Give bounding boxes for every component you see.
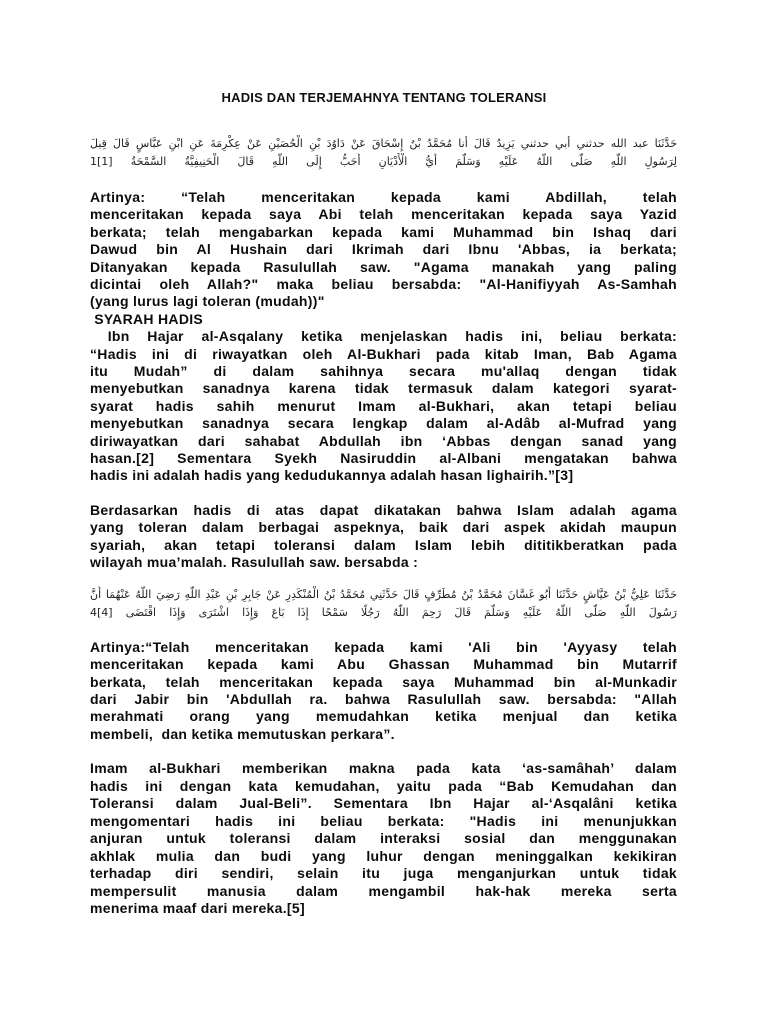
paragraph-1-line: diriwayatkan dari sahabat Abdullah ibn ‘Abbas dengan sanad yang bbox=[90, 432, 677, 449]
paragraph-1-line: menceritakan kepada saya Abi telah menceritakan kepada saya Yazid bbox=[90, 206, 677, 223]
paragraph-4-line: Imam al-Bukhari memberikan makna pada kata ‘as-samâhah’ dalam bbox=[90, 760, 677, 776]
paragraph-1-line: “Hadis ini di riwayatkan oleh Al-Bukhari pada kitab Iman, Bab Agama bbox=[90, 345, 677, 362]
paragraph-4-line: hadis ini dengan kata kemudahan, yaitu pada “Bab Kemudahan dan bbox=[90, 777, 677, 794]
paragraph-1-line: itu Mudah” di dalam sahihnya secara mu'allaq dengan tidak bbox=[90, 363, 677, 379]
paragraph-1-line: Dawud bin Al Hushain dari Ikrimah dari Ibnu 'Abbas, ia berkata; bbox=[90, 241, 677, 258]
paragraph-1-line: Ibn Hajar al-Asqalany ketika menjelaskan hadis ini, beliau berkata: bbox=[90, 328, 677, 345]
paragraph-4-line: mengomentari hadis ini beliau berkata: "Hadis ini menunjukkan bbox=[90, 812, 677, 829]
paragraph-3-line: Artinya:“Telah menceritakan kepada kami 'Ali bin 'Ayyasy telah bbox=[90, 639, 677, 655]
paragraph-3-line: menceritakan kepada kami Abu Ghassan Muhammad bin Mutarrif bbox=[90, 656, 677, 673]
paragraph-4-line: menerima maaf dari mereka.[5] bbox=[90, 900, 305, 916]
paragraph-3-line: membeli, dan ketika memutuskan perkara”. bbox=[90, 725, 395, 742]
paragraph-2-line: syariah, akan tetapi toleransi dalam Islam lebih dititikberatkan pada bbox=[90, 536, 677, 553]
paragraph-1-line: hasan.[2] Sementara Syekh Nasiruddin al-Albani mengatakan bahwa bbox=[90, 450, 677, 466]
section-heading-syarah-hadis: SYARAH HADIS bbox=[90, 310, 204, 327]
paragraph-1-line: Artinya: “Telah menceritakan kepada kami Abdillah, telah bbox=[90, 189, 677, 205]
arabic-hadith-line: حَدَّثَنَا عَلِيُّ بْنُ عَيَّاشٍ حَدَّثَنَا أَبُو غَسَّانَ مُحَمَّدُ بْنُ مُطَرِّفٍ قَالَ حَدَّثَنِي مُحَمَّدُ بْنُ الْمُنْكَدِرِ عَنْ جَابِرِ بْنِ عَبْدِ اللَّهِ رَضِيَ اللَّهُ عَنْهُمَا أَنَّ bbox=[90, 588, 677, 601]
paragraph-1-line: syarat hadis sahih menurut Imam al-Bukhari, akan tetapi beliau bbox=[90, 397, 677, 414]
arabic-hadith-line: حَدَّثَنَا عبد الله حدثني أبي حدثني يَزِيدُ قَالَ أنا مُحَمَّدُ بْنُ إِسْحَاقَ عَنْ دَاوُدَ بْنِ الْحُصَيْنِ عَنْ عِكْرِمَةَ عَنِ ابْنِ عَبَّاسٍ قَالَ قِيلَ bbox=[90, 137, 677, 150]
arabic-hadith-line: لِرَسُولِ اللَّهِ صَلَّى اللَّهُ عَلَيْهِ وَسَلَّمَ أَيُّ الْأَدْيَانِ أَحَبُّ إِلَى اللَّهِ قَالَ الْحَنِيفِيَّةُ السَّمْحَةُ [1]1 bbox=[90, 155, 677, 168]
paragraph-3-line: berkata, telah menceritakan kepada saya Muhammad bin al-Munkadir bbox=[90, 673, 677, 690]
paragraph-1-line: Ditanyakan kepada Rasulullah saw. "Agama manakah yang paling bbox=[90, 258, 677, 275]
arabic-hadith-line: رَسُولَ اللَّهِ صَلَّى اللَّهُ عَلَيْهِ وَسَلَّمَ قَالَ رَحِمَ اللَّهُ رَجُلًا سَمْحًا إِذَا بَاعَ وَإِذَا اشْتَرَى وَإِذَا اقْتَضَى [4]4 bbox=[90, 606, 677, 619]
paragraph-1-line: dicintai oleh Allah?" maka beliau bersabda: "Al-Hanifiyyah As-Samhah bbox=[90, 276, 677, 292]
paragraph-1-line: berkata; telah mengabarkan kepada kami Muhammad bin Ishaq dari bbox=[90, 223, 677, 240]
paragraph-3-line: merahmati orang yang memudahkan ketika menjual dan ketika bbox=[90, 708, 677, 725]
paragraph-2-line: Berdasarkan hadis di atas dapat dikatakan bahwa Islam adalah agama bbox=[90, 502, 677, 518]
paragraph-3-line: dari Jabir bin 'Abdullah ra. bahwa Rasulullah saw. bersabda: "Allah bbox=[90, 690, 677, 707]
paragraph-4-line: anjuran untuk toleransi dalam interaksi sosial dan menggunakan bbox=[90, 830, 677, 846]
paragraph-1-line: menyebutkan sanadnya karena tidak termasuk dalam kategori syarat- bbox=[90, 380, 677, 397]
paragraph-4-line: mempersulit manusia dalam mengambil hak-hak mereka serta bbox=[90, 882, 677, 899]
paragraph-4-line: akhlak mulia dan budi yang luhur dengan meninggalkan kekikiran bbox=[90, 847, 677, 864]
paragraph-4-line: terhadap diri sendiri, selain itu juga menganjurkan untuk tidak bbox=[90, 865, 677, 881]
paragraph-1-line: (yang lurus lagi toleran (mudah))" bbox=[90, 293, 325, 310]
paragraph-1-line: hadis ini adalah hadis yang kedudukannya adalah hasan lighairih.”[3] bbox=[90, 467, 574, 484]
paragraph-2-line: yang toleran dalam berbagai aspeknya, baik dari aspek akidah maupun bbox=[90, 519, 677, 536]
paragraph-1-line: menyebutkan sanadnya secara lengkap dalam al-Adâb al-Mufrad yang bbox=[90, 415, 677, 432]
paragraph-2-line: wilayah mua’malah. Rasulullah saw. bersabda : bbox=[90, 554, 419, 571]
document-title: HADIS DAN TERJEMAHNYA TENTANG TOLERANSI bbox=[221, 90, 547, 105]
paragraph-4-line: Toleransi dalam Jual-Beli”. Sementara Ibn Hajar al-‘Asqalâni ketika bbox=[90, 795, 677, 811]
